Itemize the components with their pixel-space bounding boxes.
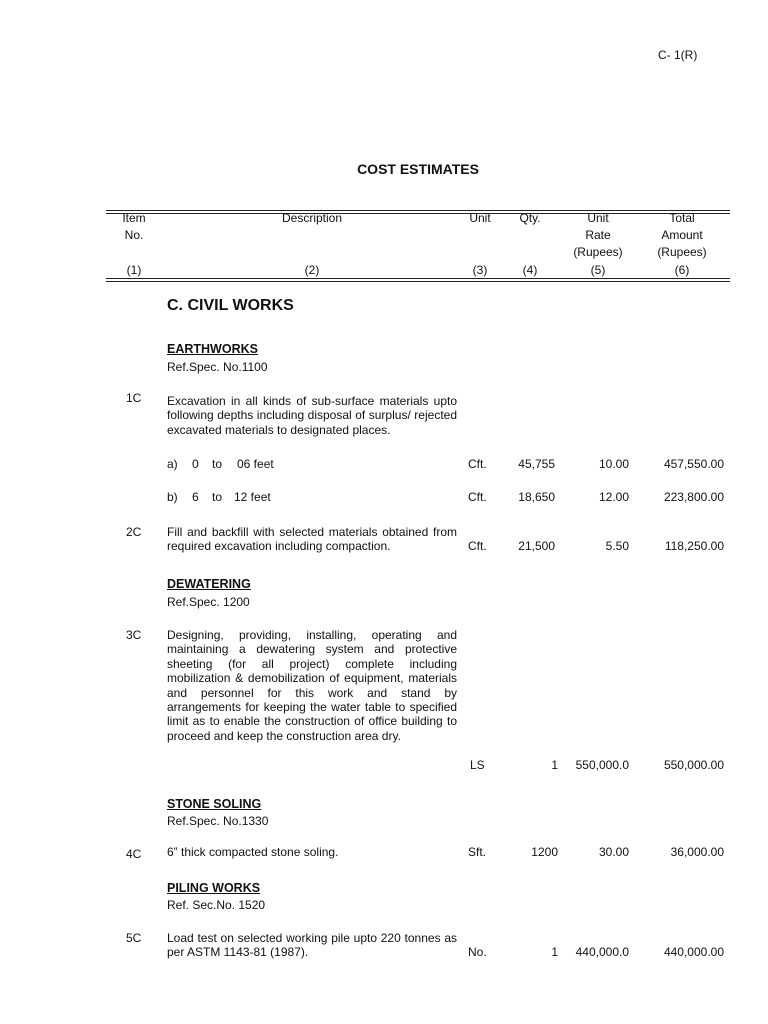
col-header-rate-line1: Unit: [587, 211, 609, 225]
item-2c-unit: Cft.: [468, 539, 487, 553]
item-1c-a-to: 06 feet: [237, 457, 274, 471]
col-header-item-line2: No.: [124, 228, 144, 242]
col-number-1: (1): [126, 263, 142, 277]
earthworks-ref: Ref.Spec. No.1100: [167, 360, 268, 374]
col-number-2: (2): [304, 263, 320, 277]
item-5c-amount: 440,000.00: [663, 945, 724, 959]
item-2c-description: Fill and backfill with selected materials obtained from required excavation including compaction.: [167, 525, 457, 554]
col-header-amount-line2: Amount: [661, 228, 703, 242]
dewatering-heading: DEWATERING: [167, 577, 251, 591]
item-1c-b-to-word: to: [212, 490, 223, 504]
col-header-amount-line1: Total: [669, 211, 695, 225]
item-1c-b-rate: 12.00: [598, 490, 629, 504]
item-1c-a-rate: 10.00: [598, 457, 629, 471]
col-number-5: (5): [590, 263, 606, 277]
header-bottom-rule-2: [106, 281, 730, 282]
item-1c-a-qty: 45,755: [518, 457, 555, 471]
item-5c-qty: 1: [551, 945, 558, 959]
item-1c-a-to-word: to: [212, 457, 223, 471]
col-header-amount: [650, 210, 714, 261]
item-5c-unit: No.: [468, 945, 487, 959]
col-number-3: (3): [472, 263, 488, 277]
piling-works-ref: Ref. Sec.No. 1520: [167, 898, 266, 912]
item-2c-amount: 118,250.00: [664, 539, 724, 553]
item-3c-unit: LS: [470, 758, 485, 772]
document-title: COST ESTIMATES: [357, 161, 479, 177]
piling-works-heading: PILING WORKS: [167, 881, 261, 895]
item-1c-a-amount: 457,550.00: [663, 457, 724, 471]
item-3c-rate: 550,000.0: [575, 758, 629, 772]
item-1c-number: 1C: [126, 391, 142, 405]
item-5c-number: 5C: [126, 931, 142, 945]
col-header-amount-line3: (Rupees): [657, 245, 707, 259]
item-3c-number: 3C: [126, 628, 142, 642]
item-4c-description: 6” thick compacted stone soling.: [167, 845, 339, 859]
col-header-description: Description: [281, 211, 343, 225]
col-number-6: (6): [674, 263, 690, 277]
item-1c-b-label: b): [167, 490, 178, 504]
col-header-item: [112, 210, 156, 244]
col-header-rate-line3: (Rupees): [573, 245, 623, 259]
item-2c-qty: 21,500: [518, 539, 555, 553]
item-1c-b-unit: Cft.: [468, 490, 487, 504]
item-1c-a-unit: Cft.: [468, 457, 487, 471]
header-top-rule-1: [106, 210, 730, 211]
item-4c-amount: 36,000.00: [670, 845, 724, 859]
stone-soling-ref: Ref.Spec. No.1330: [167, 814, 269, 828]
header-bottom-rule-1: [106, 278, 730, 279]
stone-soling-heading: STONE SOLING: [167, 797, 262, 811]
col-header-qty: Qty.: [519, 211, 541, 225]
item-3c-description: Designing, providing, installing, operating and maintaining a dewatering system and protective sheeting (for all project) complete including mobilization & demobilization of equipment, materials and personnel for this work and stand by arrangements for keeping the water table to specified limit as to enable the construction of office building to proceed and keep the construction area dry.: [167, 628, 457, 743]
item-4c-qty: 1200: [531, 845, 558, 859]
item-3c-amount: 550,000.00: [663, 758, 724, 772]
col-number-4: (4): [522, 263, 538, 277]
header-top-rule-2: [106, 213, 730, 214]
item-4c-rate: 30.00: [598, 845, 629, 859]
dewatering-ref: Ref.Spec. 1200: [167, 595, 250, 609]
item-1c-a-from: 0: [192, 457, 199, 471]
col-header-unit: Unit: [469, 211, 491, 225]
item-2c-rate: 5.50: [605, 539, 629, 553]
section-title: C. CIVIL WORKS: [167, 297, 294, 314]
item-5c-rate: 440,000.0: [575, 945, 629, 959]
item-4c-unit: Sft.: [468, 845, 487, 859]
item-3c-qty: 1: [551, 758, 558, 772]
item-1c-b-amount: 223,800.00: [663, 490, 724, 504]
item-1c-b-to: 12 feet: [234, 490, 271, 504]
col-header-item-line1: Item: [122, 211, 146, 225]
col-header-rate: [566, 210, 630, 261]
item-1c-b-qty: 18,650: [518, 490, 555, 504]
page-reference: C- 1(R): [658, 48, 698, 62]
item-1c-b-from: 6: [192, 490, 199, 504]
item-4c-number: 4C: [126, 847, 142, 861]
item-2c-number: 2C: [126, 525, 142, 539]
item-1c-description: Excavation in all kinds of sub-surface materials upto following depths including disposal of surplus/ rejected excavated materials to designated places.: [167, 394, 457, 437]
item-5c-description: Load test on selected working pile upto 220 tonnes as per ASTM 1143-81 (1987).: [167, 931, 457, 960]
col-header-rate-line2: Rate: [585, 228, 611, 242]
item-1c-a-label: a): [167, 457, 178, 471]
earthworks-heading: EARTHWORKS: [167, 342, 258, 356]
